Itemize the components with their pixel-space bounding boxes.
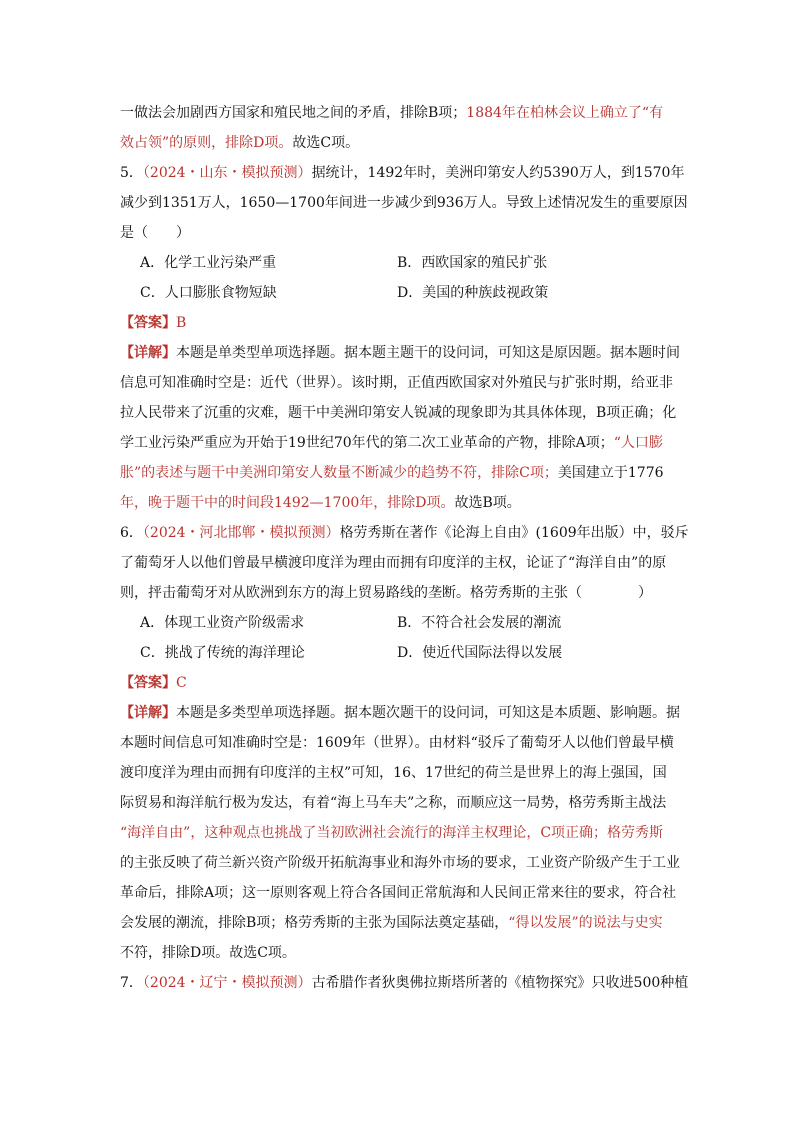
question-number: 7．: [120, 975, 143, 991]
question-source: （2024・辽宁・模拟预测）: [142, 975, 312, 991]
q6-detail-line-9: 不符，排除D项。故选C项。: [120, 945, 296, 961]
q6-detail-line-3: 渡印度洋为理由而拥有印度洋的主权”可知，16、17世纪的荷兰是世界上的海上强国，国: [120, 765, 667, 781]
q5-detail-line-2: 信息可知准确时空是：近代（世界）。该时期，正值西欧国家对外殖民与扩张时期，给亚非: [120, 375, 673, 391]
detail-label: 【详解】: [120, 705, 176, 721]
question-number: 5．: [120, 165, 143, 181]
q6-detail-line-4: 际贸易和海洋航行极为发达，有着“海上马车夫”之称，而顺应这一局势，格劳秀斯主战法: [120, 795, 667, 811]
answer-label: 【答案】: [120, 675, 176, 691]
q5-detail-line-3: 拉人民带来了沉重的灾难，题干中美洲印第安人锐减的现象即为其具体体现，B项正确；化: [120, 405, 677, 421]
q6-detail-line-6: 的主张反映了荷兰新兴资产阶级开拓航海事业和海外市场的要求，工业资产阶级产生于工业: [120, 855, 680, 871]
q6-answer: [120, 674, 187, 692]
q5-option-c: C．人口膨胀食物短缺: [140, 285, 277, 301]
q6-option-b: B．不符合社会发展的潮流: [397, 615, 562, 631]
q4-detail-line-1: 一做法会加剧西方国家和殖民地之间的矛盾，排除B项；1884年在柏林会议上确立了“有: [120, 105, 664, 121]
answer-label: 【答案】: [120, 315, 176, 331]
q5-stem-line-2: 减少到1351万人，1650—1700年间进一步减少到936万人。导致上述情况发生的重要原因: [120, 195, 688, 211]
q6-option-a: A．体现工业资产阶级需求: [140, 615, 305, 631]
q5-stem-line-3: 是（ ）: [120, 225, 190, 241]
q7-stem-line-1: 7．（2024・辽宁・模拟预测）古希腊作者狄奥佛拉斯塔所著的《植物探究》只收进500种植: [120, 975, 689, 991]
q5-option-d: D．美国的种族歧视政策: [397, 285, 549, 301]
q5-stem-line-1: 5．（2024・山东・模拟预测）据统计，1492年时，美洲印第安人约5390万人，到1570年: [120, 165, 685, 181]
q6-detail-line-1: 【详解】本题是多类型单项选择题。据本题次题干的设问词，可知这是本质题、影响题。据: [120, 705, 680, 721]
q6-option-c: C．挑战了传统的海洋理论: [140, 645, 305, 661]
q5-detail-line-1: 【详解】本题是单类型单项选择题。据本题主题干的设问词，可知这是原因题。据本题时间: [120, 345, 680, 361]
q6-detail-line-7: 革命后，排除A项；这一原则客观上符合各国间正常航海和人民间正常来往的要求，符合社: [120, 885, 677, 901]
q5-detail-line-6: 年，晚于题干中的时间段1492—1700年，排除D项。故选B项。: [120, 495, 521, 511]
q6-option-d: D．使近代国际法得以发展: [397, 645, 563, 661]
q5-detail-line-5: 胀”的表述与题干中美洲印第安人数量不断减少的趋势不符，排除C项；美国建立于1776: [120, 465, 664, 481]
q6-stem-line-3: 则，抨击葡萄牙对从欧洲到东方的海上贸易路线的垄断。格劳秀斯的主张（ ）: [120, 585, 652, 601]
q5-option-b: B．西欧国家的殖民扩张: [397, 255, 548, 271]
answer-value: C: [176, 675, 187, 691]
q6-stem-line-2: 了葡萄牙人以他们曾最早横渡印度洋为理由而拥有印度洋的主权，论证了“海洋自由”的原: [120, 555, 667, 571]
q5-answer: [120, 314, 186, 332]
q6-detail-line-2: 本题时间信息可知准确时空是：1609年（世界）。由材料“驳斥了葡萄牙人以他们曾最早横: [120, 735, 674, 751]
q5-option-a: A．化学工业污染严重: [140, 255, 277, 271]
question-number: 6．: [120, 525, 143, 541]
answer-value: B: [176, 315, 187, 331]
q5-detail-line-4: 学工业污染严重应为开始于19世纪70年代的第二次工业革命的产物，排除A项；“人口膨: [120, 435, 663, 451]
detail-label: 【详解】: [120, 345, 176, 361]
q6-detail-line-8: 会发展的潮流，排除B项；格劳秀斯的主张为国际法奠定基础，“得以发展”的说法与史实: [120, 915, 663, 931]
question-source: （2024・河北邯郸・模拟预测）: [142, 525, 340, 541]
q4-detail-line-2: 效占领”的原则，排除D项。故选C项。: [120, 135, 360, 151]
q6-stem-line-1: 6．（2024・河北邯郸・模拟预测）格劳秀斯在著作《论海上自由》(1609年出版）中，驳斥: [120, 525, 689, 541]
q6-detail-line-5: “海洋自由”，这种观点也挑战了当初欧洲社会流行的海洋主权理论，C项正确；格劳秀斯: [120, 825, 664, 841]
question-source: （2024・山东・模拟预测）: [142, 165, 312, 181]
